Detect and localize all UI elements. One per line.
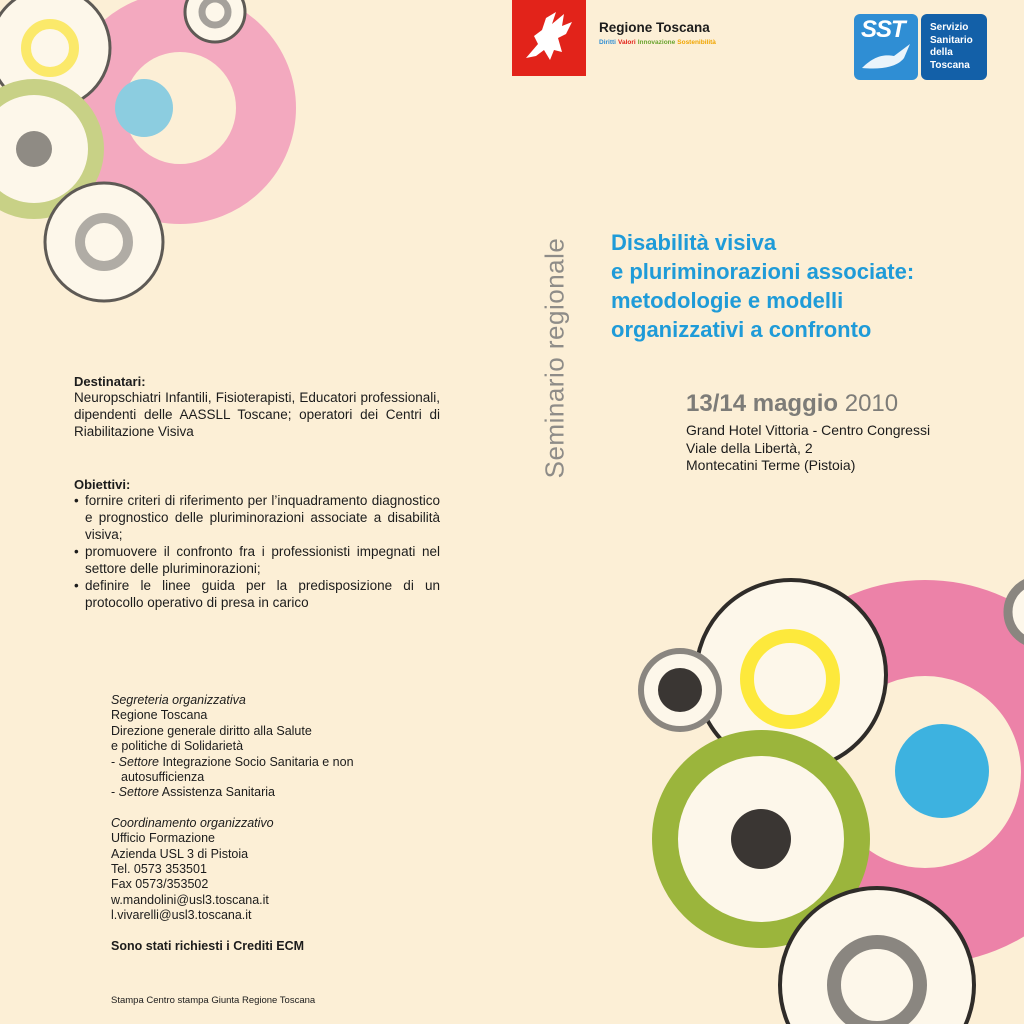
seminar-label: Seminario regionale bbox=[539, 237, 570, 479]
list-item: • promuovere il confronto fra i professionisti impegnati nel settore delle pluriminorazioni; bbox=[74, 543, 440, 577]
dark-dot-bottom bbox=[731, 809, 791, 869]
region-tagline bbox=[599, 39, 718, 46]
segreteria-line: e politiche di Solidarietà bbox=[111, 739, 244, 754]
list-item: • definire le linee guida per la predisposizione di un protocollo operativo di presa in carico bbox=[74, 577, 440, 611]
venue-line: Viale della Libertà, 2 bbox=[686, 439, 813, 456]
grey-dot-top bbox=[16, 131, 52, 167]
segreteria-line: Regione Toscana bbox=[111, 708, 208, 723]
event-date-year: 2010 bbox=[844, 390, 899, 417]
settore-line: - Settore Assistenza Sanitaria bbox=[111, 785, 276, 800]
destinatari-section bbox=[74, 374, 440, 440]
event-venue bbox=[686, 422, 930, 475]
settore-line-cont: autosufficienza bbox=[121, 770, 205, 785]
cyan-dot-bottom bbox=[895, 724, 989, 818]
title-line: metodologie e modelli bbox=[611, 288, 844, 313]
sst-acronym: SST bbox=[861, 16, 905, 43]
coordinamento-line: Azienda USL 3 di Pistoia bbox=[111, 846, 249, 861]
segreteria-heading: Segreteria organizzativa bbox=[111, 693, 246, 707]
settore-label: Settore bbox=[118, 754, 159, 769]
title-line: organizzativi a confronto bbox=[611, 317, 872, 342]
pegasus-icon bbox=[512, 0, 586, 76]
venue-line: Grand Hotel Vittoria - Centro Congressi bbox=[686, 422, 931, 438]
destinatari-text: Neuropschiatri Infantili, Fisioterapisti, Educatori professionali, dipendenti delle AASSLL Toscane; operatori dei Centri di Riabilitazione Visiva bbox=[74, 390, 440, 439]
contacts-section bbox=[111, 693, 431, 954]
cyan-dot-top bbox=[115, 79, 173, 137]
email-address[interactable]: l.vivarelli@usl3.toscana.it bbox=[111, 908, 252, 923]
tagline-word: Diritti bbox=[599, 39, 616, 46]
regione-toscana-logo bbox=[512, 0, 586, 76]
obiettivi-section bbox=[74, 477, 440, 611]
coordinamento-heading: Coordinamento organizzativo bbox=[111, 815, 274, 830]
obiettivi-list bbox=[74, 492, 440, 611]
cream-ring-top-c bbox=[45, 183, 163, 301]
footer-credit: Stampa Centro stampa Giunta Regione Toscana bbox=[111, 995, 316, 1006]
event-date bbox=[686, 390, 898, 418]
tagline-word: Innovazione bbox=[637, 39, 676, 46]
title-line: Disabilità visiva bbox=[611, 230, 777, 255]
settore-label: Settore bbox=[118, 785, 159, 800]
settore-text: Integrazione Socio Sanitaria e non bbox=[162, 754, 354, 769]
sst-name-line: Toscana bbox=[930, 59, 970, 71]
email-address[interactable]: w.mandolini@usl3.toscana.it bbox=[111, 892, 269, 907]
fax-number: Fax 0573/353502 bbox=[111, 877, 209, 892]
segreteria-line: Direzione generale diritto alla Salute bbox=[111, 723, 312, 738]
settore-text: Assistenza Sanitaria bbox=[161, 785, 276, 800]
tagline-word: Valori bbox=[617, 39, 636, 46]
sst-name-line: Servizio bbox=[930, 22, 969, 33]
event-date-days: 13/14 maggio bbox=[686, 390, 839, 417]
main-title bbox=[611, 228, 991, 344]
phone-number: Tel. 0573 353501 bbox=[111, 862, 207, 877]
list-item: • fornire criteri di riferimento per l’inquadramento diagnostico e prognostico delle pluriminorazioni associate a disabilità visiva; bbox=[74, 492, 440, 543]
sst-name-line: della bbox=[930, 47, 953, 58]
venue-line: Montecatini Terme (Pistoia) bbox=[686, 457, 856, 473]
sst-name bbox=[930, 22, 986, 72]
sst-name-line: Sanitario bbox=[930, 34, 973, 46]
destinatari-heading: Destinatari: bbox=[74, 374, 146, 389]
obiettivi-heading: Obiettivi: bbox=[74, 477, 131, 492]
region-name: Regione Toscana bbox=[599, 20, 710, 35]
tagline-word: Sostenibilità bbox=[677, 39, 716, 46]
dark-dot-bottom-small bbox=[658, 668, 702, 712]
settore-line: - Settore Integrazione Socio Sanitaria e non bbox=[111, 754, 354, 769]
title-line: e pluriminorazioni associate: bbox=[611, 259, 915, 284]
crediti-note: Sono stati richiesti i Crediti ECM bbox=[111, 938, 305, 953]
coordinamento-line: Ufficio Formazione bbox=[111, 831, 215, 846]
